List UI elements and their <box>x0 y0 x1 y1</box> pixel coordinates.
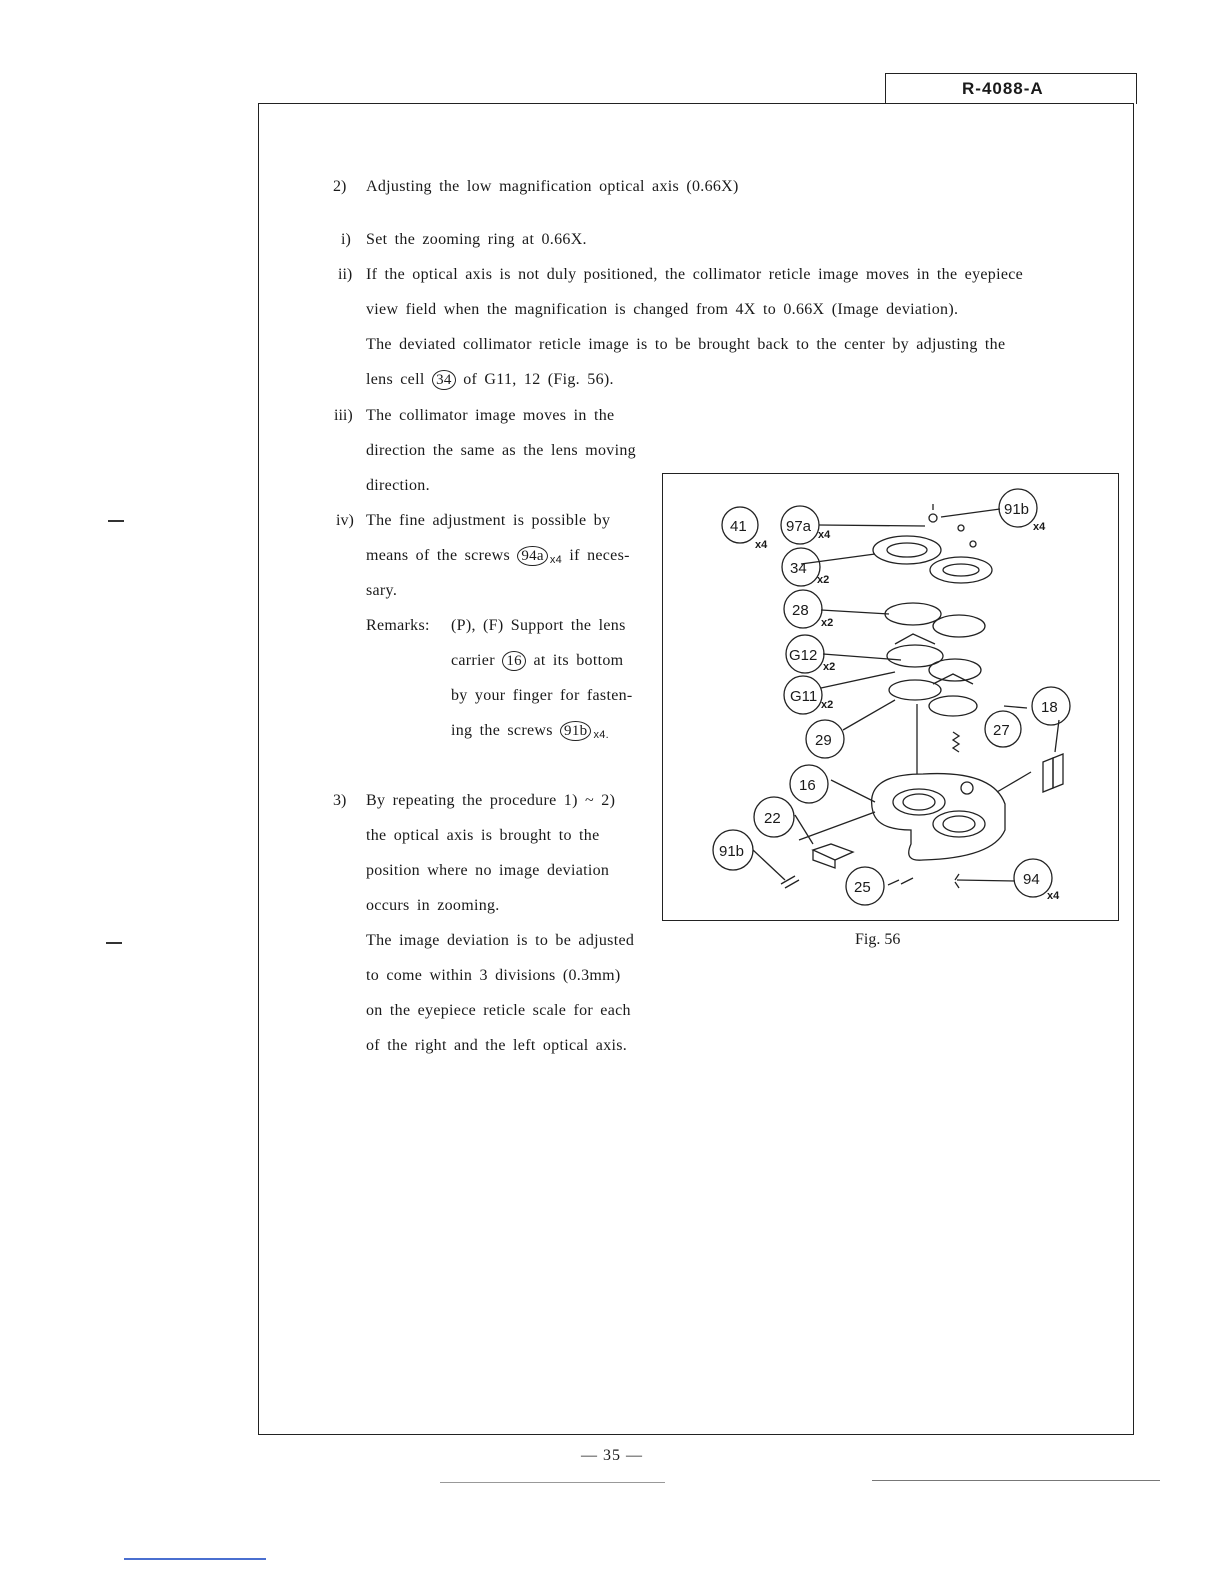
page-number-text: — 35 — <box>581 1447 643 1464</box>
footer-rule-right <box>872 1480 1160 1481</box>
label-91b-bottom: 91b <box>719 843 745 860</box>
section-3-line-1: By repeating the procedure 1) ~ 2) <box>366 792 616 809</box>
mult-34: x2 <box>817 574 830 586</box>
label-97a: 97a <box>786 518 812 535</box>
step-ii-line-2: view field when the magnification is changed from 4X to 0.66X (Image deviation). <box>366 301 959 318</box>
section-3-line-5: The image deviation is to be adjusted <box>366 932 635 949</box>
margin-mark-1 <box>108 520 124 522</box>
document-code-box <box>885 73 1137 104</box>
remarks-line-3: by your finger for fasten- <box>451 687 633 704</box>
part-94a-callout: 94a <box>517 546 548 566</box>
section-3-number: 3) <box>333 792 347 809</box>
footer-rule-left <box>440 1482 665 1483</box>
label-G12: G12 <box>789 647 818 664</box>
mult-G12: x2 <box>823 661 836 673</box>
label-G11: G11 <box>790 688 818 705</box>
remarks-line-2 <box>451 651 623 671</box>
step-iv-line-3: sary. <box>366 582 398 599</box>
step-iv-line-2-start: means of the screws <box>366 547 510 564</box>
section-3-line-3: position where no image deviation <box>366 862 610 879</box>
section-3-line-6: to come within 3 divisions (0.3mm) <box>366 967 621 984</box>
step-ii-line-4-end: of G11, 12 (Fig. 56). <box>463 371 614 388</box>
page-number <box>0 1447 1224 1465</box>
step-iii-line-2: direction the same as the lens moving <box>366 442 636 459</box>
exploded-lens-diagram <box>663 474 1118 920</box>
label-18: 18 <box>1041 699 1058 716</box>
remarks-line-1: (P), (F) Support the lens <box>451 617 626 634</box>
mult-94: x4 <box>1047 890 1060 902</box>
part-91b-callout: 91b <box>560 721 591 741</box>
figure-caption: Fig. 56 <box>855 931 901 948</box>
part-94a-multiplier: x4 <box>549 554 563 566</box>
part-16-callout: 16 <box>502 651 526 671</box>
step-i-number: i) <box>341 231 351 248</box>
label-28: 28 <box>792 602 809 619</box>
mult-G11: x2 <box>821 699 834 711</box>
step-ii-line-1: If the optical axis is not duly positioned, the collimator reticle image moves in the eyepiece <box>366 266 1024 283</box>
label-94: 94 <box>1023 871 1040 888</box>
mult-97a: x4 <box>818 529 831 541</box>
step-iii-line-3: direction. <box>366 477 430 494</box>
step-ii-line-4-start: lens cell <box>366 371 425 388</box>
step-iii-number: iii) <box>334 407 353 424</box>
mult-28: x2 <box>821 617 834 629</box>
remarks-line-4-start: ing the screws <box>451 722 553 739</box>
step-iv-line-2-end: if neces- <box>569 547 630 564</box>
section-3-line-7: on the eyepiece reticle scale for each <box>366 1002 631 1019</box>
label-91b-top: 91b <box>1004 501 1030 518</box>
label-27: 27 <box>993 722 1010 739</box>
part-34-callout: 34 <box>432 370 456 390</box>
label-16: 16 <box>799 777 816 794</box>
part-91b-multiplier: x4. <box>593 729 610 741</box>
step-ii-number: ii) <box>338 266 353 283</box>
label-34: 34 <box>790 560 807 577</box>
label-25: 25 <box>854 879 871 896</box>
step-iii-line-1: The collimator image moves in the <box>366 407 615 424</box>
step-iv-line-2 <box>366 546 630 570</box>
remarks-label: Remarks: <box>366 617 430 634</box>
remarks-line-2-start: carrier <box>451 652 495 669</box>
label-22: 22 <box>764 810 781 827</box>
remarks-line-2-end: at its bottom <box>533 652 624 669</box>
section-2-heading: Adjusting the low magnification optical axis (0.66X) <box>366 178 739 195</box>
section-3-line-4: occurs in zooming. <box>366 897 500 914</box>
remarks-line-4 <box>451 721 609 745</box>
step-ii-line-4 <box>366 370 614 390</box>
section-3-line-2: the optical axis is brought to the <box>366 827 600 844</box>
step-i-text: Set the zooming ring at 0.66X. <box>366 231 587 248</box>
label-41: 41 <box>730 518 747 535</box>
step-iv-number: iv) <box>336 512 354 529</box>
document-code: R-4088-A <box>962 79 1044 98</box>
mult-41: x4 <box>755 539 768 551</box>
figure-56 <box>662 473 1119 921</box>
section-2-number: 2) <box>333 178 347 195</box>
step-iv-line-1: The fine adjustment is possible by <box>366 512 611 529</box>
bottom-edge-line <box>124 1558 266 1560</box>
mult-91b-top: x4 <box>1033 521 1046 533</box>
step-ii-line-3: The deviated collimator reticle image is to be brought back to the center by adjusting the <box>366 336 1006 353</box>
section-3-line-8: of the right and the left optical axis. <box>366 1037 628 1054</box>
label-29: 29 <box>815 732 832 749</box>
margin-mark-2 <box>106 942 122 944</box>
